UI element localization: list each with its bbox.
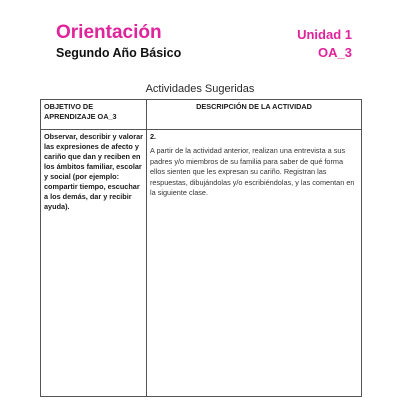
document-title: Orientación — [56, 22, 162, 43]
column-header-description: DESCRIPCIÓN DE LA ACTIVIDAD — [147, 100, 362, 130]
unit-label: Unidad 1 — [297, 27, 352, 42]
table-row — [41, 130, 362, 397]
activities-table — [40, 99, 362, 397]
objective-code-label: OA_3 — [318, 45, 352, 60]
section-heading: Actividades Sugeridas — [145, 83, 255, 95]
table-header-row — [41, 100, 362, 130]
column-header-objective: OBJETIVO DE APRENDIZAJE OA_3 — [41, 100, 147, 130]
activity-cell — [147, 130, 362, 397]
document-subtitle: Segundo Año Básico — [56, 46, 182, 60]
objective-cell: Observar, describir y valorar las expresiones de afecto y cariño que dan y reciben en los ámbitos familiar, escolar y social (por ejemplo: compartir tiempo, escuchar a los demás, dar y recibir ayuda). — [41, 130, 147, 397]
activity-description: A partir de la actividad anterior, realizan una entrevista a sus padres y/o miembros de su familia para saber de qué forma ellos sienten que les expresan su cariño. Registran las respuestas, dibujándolas y/o escribiéndolas, y las comentan en la siguiente clase. — [150, 146, 355, 197]
activity-number: 2. — [150, 132, 157, 141]
